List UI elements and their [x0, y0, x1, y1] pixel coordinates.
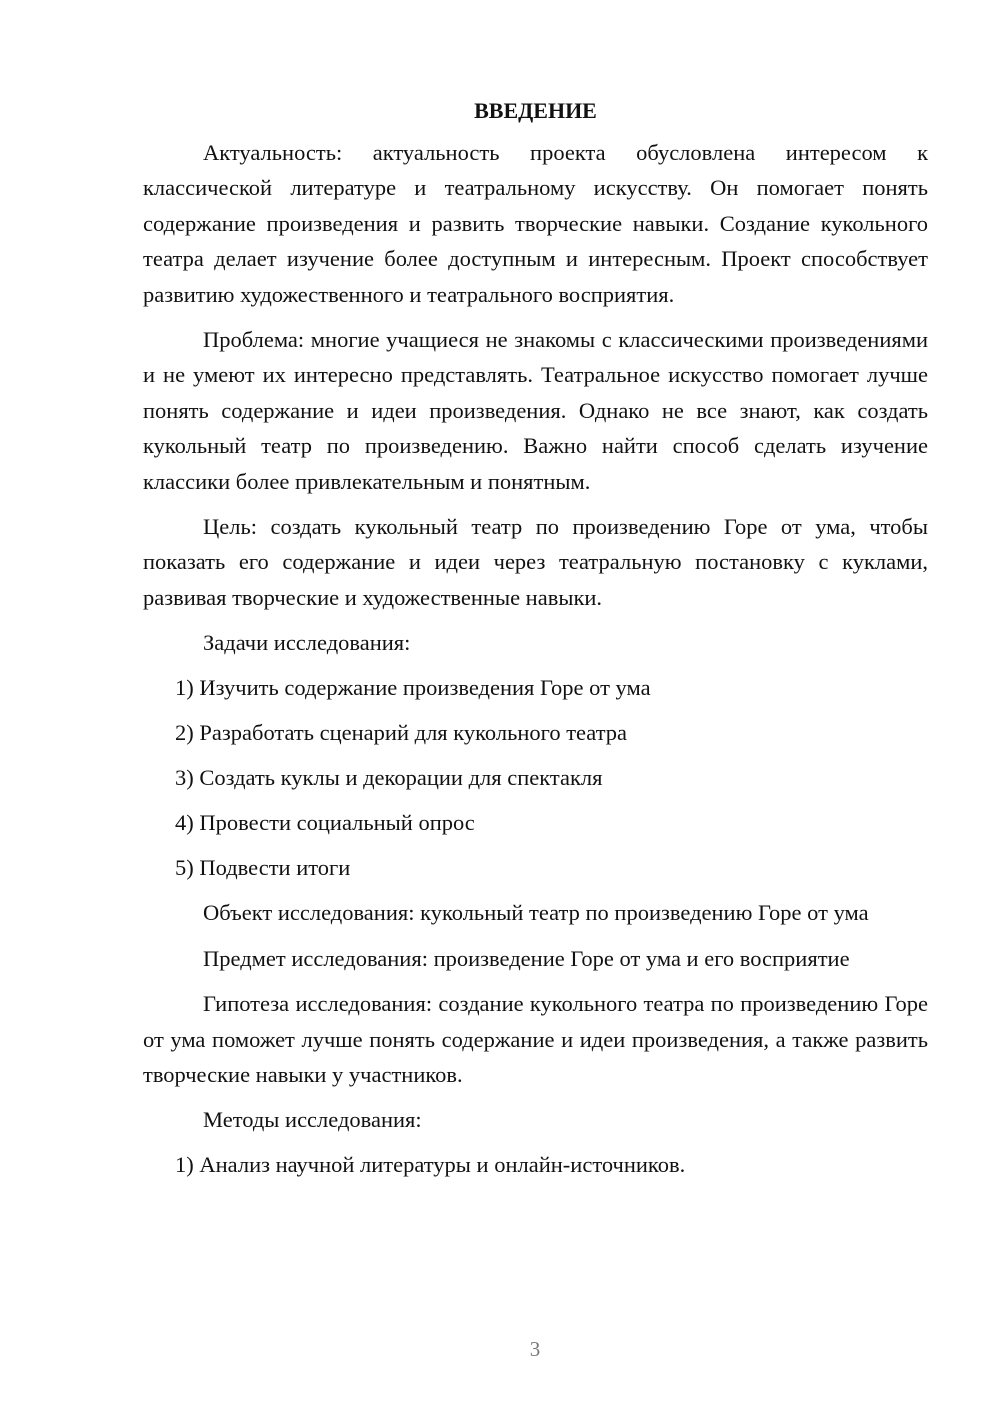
list-item: 4) Провести социальный опрос [175, 810, 475, 836]
tasks-list [143, 670, 928, 885]
hypothesis-paragraph: Гипотеза исследования: создание кукольного театра по произведению Горе от ума поможет лучше понять содержание и идеи произведения, а также развить творческие навыки у участников. [143, 991, 928, 1087]
tasks-heading: Задачи исследования: [203, 630, 411, 656]
list-item: 2) Разработать сценарий для кукольного театра [175, 720, 628, 746]
problem-paragraph: Проблема: многие учащиеся не знакомы с классическими произведениями и не умеют их интересно представлять. Театральное искусство помогает лучше понять содержание и идеи произведения. Однако не все знают, как создать кукольный театр по произведению. Важно найти способ сделать изучение классики более привлекательным и понятным. [143, 327, 928, 494]
list-item: 1) Изучить содержание произведения Горе от ума [175, 675, 651, 701]
list-item: 5) Подвести итоги [175, 855, 351, 881]
section-title: ВВЕДЕНИЕ [474, 98, 597, 123]
list-item: 3) Создать куклы и декорации для спектакля [175, 765, 603, 791]
page-content [143, 96, 928, 1192]
subject-paragraph: Предмет исследования: произведение Горе от ума и его восприятие [203, 945, 850, 971]
relevance-paragraph: Актуальность: актуальность проекта обусловлена интересом к классической литературе и театральному искусству. Он помогает понять содержание произведения и развить творческие навыки. Создание кукольного театра делает изучение более доступным и интересным. Проект способствует развитию художественного и театрального восприятия. [143, 140, 928, 307]
object-paragraph: Объект исследования: кукольный театр по произведению Горе от ума [203, 900, 869, 926]
methods-list [143, 1147, 928, 1182]
methods-heading: Методы исследования: [203, 1107, 422, 1133]
page-number: 3 [529, 1337, 541, 1361]
goal-paragraph: Цель: создать кукольный театр по произведению Горе от ума, чтобы показать его содержание и идеи через театральную постановку с куклами, развивая творческие и художественные навыки. [143, 514, 928, 610]
list-item: 1) Анализ научной литературы и онлайн-источников. [175, 1152, 686, 1178]
